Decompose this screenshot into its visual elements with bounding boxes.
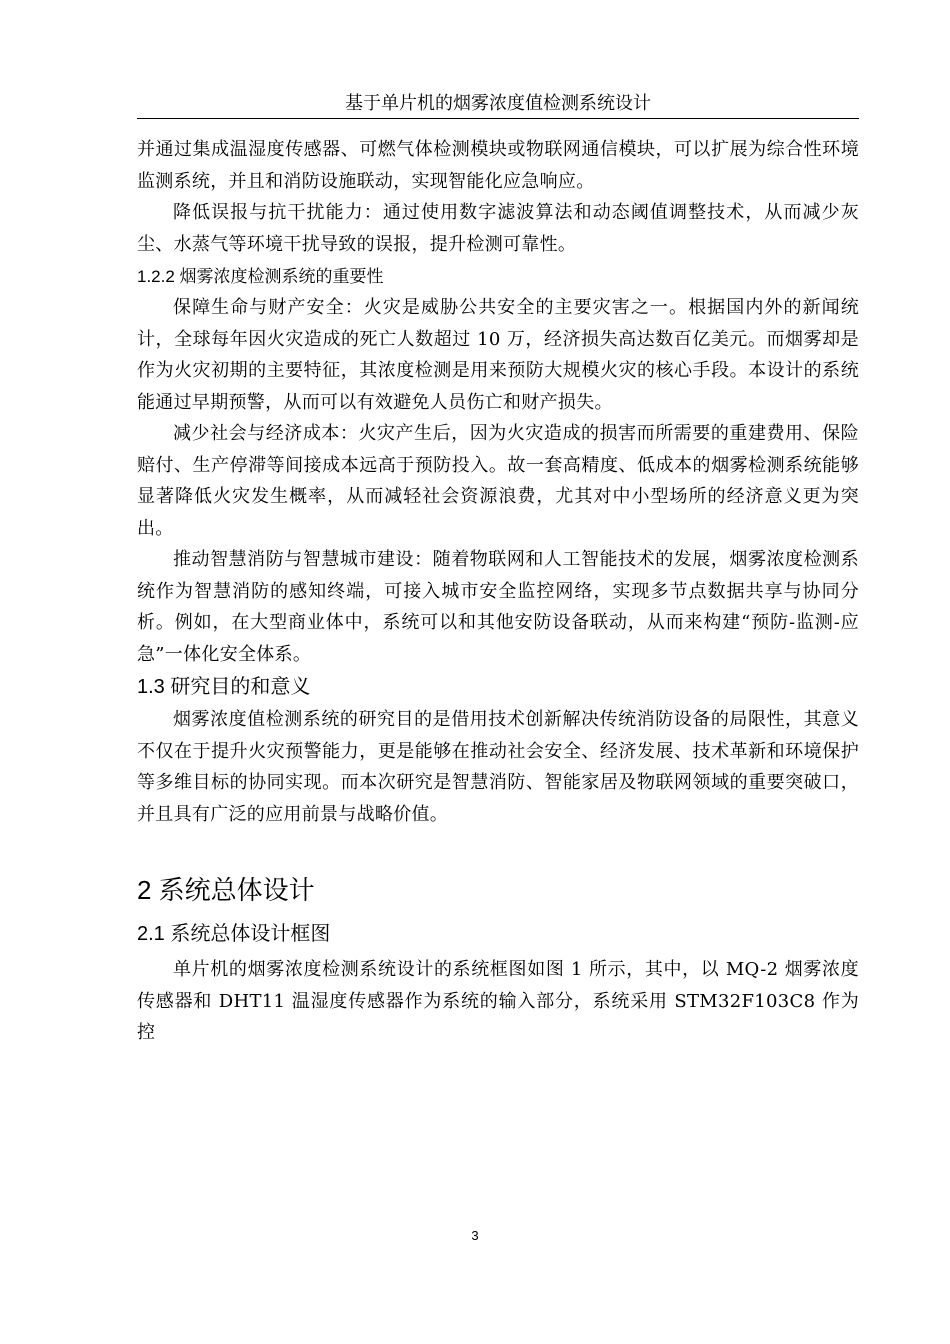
paragraph-life-property-safety: 保障生命与财产安全：火灾是威胁公共安全的主要灾害之一。根据国内外的新闻统计，全球每年因火灾造成的死亡人数超过 10 万，经济损失高达数百亿美元。而烟雾却是作为火灾初期的主要特征，其浓度检测是用来预防大规模火灾的核心手段。本设计的系统能通过早期预警，从而可以有效避免人员伤亡和财产损失。 (137, 297, 859, 413)
paragraph-social-economic-cost: 减少社会与经济成本：火灾产生后，因为火灾造成的损害而所需要的重建费用、保险赔付、生产停滞等间接成本远高于预防投入。故一套高精度、低成本的烟雾检测系统能够显著降低火灾发生概率，从而减轻社会资源浪费，尤其对中小型场所的经济意义更为突出。 (137, 423, 859, 539)
paragraph-smart-fire-city: 推动智慧消防与智慧城市建设：随着物联网和人工智能技术的发展，烟雾浓度检测系统作为智慧消防的感知终端，可接入城市安全监控网络，实现多节点数据共享与协同分析。例如，在大型商业体中，系统可以和其他安防设备联动，从而来构建“预防-监测-应急”一体化安全体系。 (137, 549, 859, 665)
section-heading-1-2-2: 1.2.2 烟雾浓度检测系统的重要性 (137, 267, 384, 286)
page-body (137, 134, 859, 1049)
chapter-heading-2: 2 系统总体设计 (137, 875, 315, 905)
paragraph-research-purpose: 烟雾浓度值检测系统的研究目的是借用技术创新解决传统消防设备的局限性，其意义不仅在于提升火灾预警能力，更是能够在推动社会安全、经济发展、技术革新和环境保护等多维目标的协同实现。而本次研究是智慧消防、智能家居及物联网领域的重要突破口，并且具有广泛的应用前景与战略价值。 (137, 709, 859, 825)
paragraph-false-alarm-reduction: 降低误报与抗干扰能力：通过使用数字滤波算法和动态阈值调整技术，从而减少灰尘、水蒸气等环境干扰导致的误报，提升检测可靠性。 (137, 202, 859, 255)
section-heading-2-1: 2.1 系统总体设计框图 (137, 923, 331, 945)
paragraph-continuation: 并通过集成温湿度传感器、可燃气体检测模块或物联网通信模块，可以扩展为综合性环境监测系统，并且和消防设施联动，实现智能化应急响应。 (137, 139, 859, 192)
running-header: 基于单片机的烟雾浓度值检测系统设计 (137, 92, 859, 119)
section-heading-1-3: 1.3 研究目的和意义 (137, 676, 311, 698)
paragraph-block-diagram-intro: 单片机的烟雾浓度检测系统设计的系统框图如图 1 所示，其中，以 MQ-2 烟雾浓度传感器和 DHT11 温湿度传感器作为系统的输入部分，系统采用 STM32F103C8 作为控 (137, 959, 859, 1043)
page-number: 3 (471, 1228, 479, 1243)
